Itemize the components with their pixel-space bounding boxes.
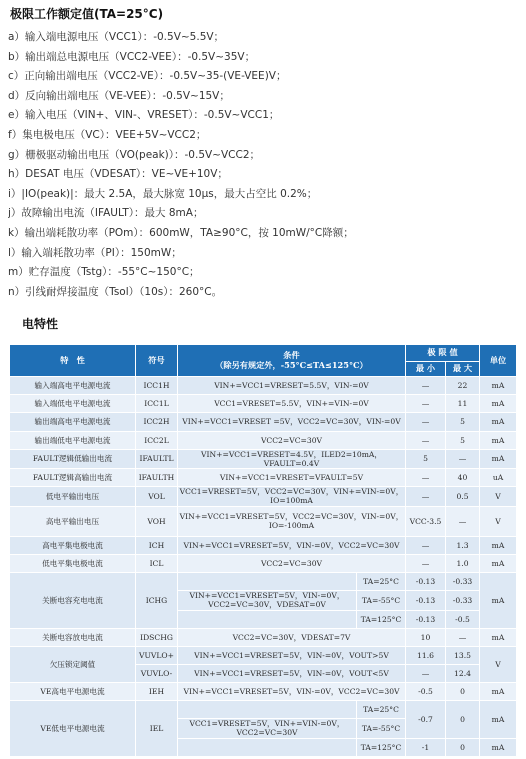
param-min: — (406, 664, 446, 682)
param-unit: uA (480, 469, 517, 487)
rating-item: m）贮存温度（Tstg）：-55°C~150°C； (8, 266, 200, 279)
param-unit: V (480, 487, 517, 506)
param-name: VE低电平电源电流 (10, 701, 136, 757)
header-max: 最 大 (446, 362, 480, 377)
param-min: -0.13 (406, 573, 446, 591)
param-min: — (406, 487, 446, 506)
param-max: -0.33 (446, 573, 480, 591)
param-condition: VIN+=VCC1=VRESET=5V，VIN-=0V，VOUT<5V (178, 664, 406, 682)
param-name: 低电平输出电压 (10, 487, 136, 506)
param-condition-split (178, 719, 406, 738)
rating-item: d）反向输出端电压（VE-VEE）：-0.5V~15V； (8, 89, 230, 102)
param-min: 11.6 (406, 646, 446, 664)
param-symbol: ICL (136, 554, 178, 572)
param-min: — (406, 431, 446, 449)
param-unit: mA (480, 377, 517, 395)
param-min: -1 (406, 738, 446, 756)
rating-item: k）输出端耗散功率（POm）：600mW，TA≥90°C，按 10mW/°C降额； (8, 226, 354, 239)
param-unit: mA (480, 701, 517, 738)
param-symbol: VOL (136, 487, 178, 506)
param-name: 输入端低电平电源电流 (10, 395, 136, 413)
param-max: 40 (446, 469, 480, 487)
param-max: -0.5 (446, 610, 480, 628)
param-condition: VIN+=VCC1=VRESET=4.5V，ILED2=10mA，VFAULT=0.4V (178, 449, 406, 468)
param-name: 低电平集电极电流 (10, 554, 136, 572)
param-symbol: IEH (136, 683, 178, 701)
param-condition: VIN+=VCC1=VRESET=5V，VIN-=0V，VOUT>5V (178, 646, 406, 664)
param-min: 5 (406, 449, 446, 468)
param-max: 0 (446, 683, 480, 701)
param-symbol: IEL (136, 701, 178, 757)
param-max: — (446, 628, 480, 646)
param-unit: mA (480, 536, 517, 554)
header-param: 特 性 (10, 345, 136, 377)
header-limits: 极 限 值 (406, 345, 480, 362)
param-name: VE高电平电源电流 (10, 683, 136, 701)
param-condition (178, 611, 356, 628)
param-max: 1.0 (446, 554, 480, 572)
rating-item: a）输入端电源电压（VCC1）：-0.5V~5.5V； (8, 31, 225, 43)
param-min: — (406, 469, 446, 487)
param-unit: mA (480, 738, 517, 756)
param-name: 关断电容充电电流 (10, 573, 136, 629)
temp-condition: TA=25°C (356, 701, 405, 718)
param-condition: VIN+=VCC1=VRESET=5V，VIN-=0V，VCC2=VC=30V (178, 536, 406, 554)
rating-item: j）故障输出电流（IFAULT）：最大 8mA； (8, 207, 204, 220)
param-condition: VCC1=VRESET=5V，VIN+=VIN-=0V，VCC2=VC=30V (189, 719, 345, 738)
param-max: 1.3 (446, 536, 480, 554)
param-max: -0.33 (446, 591, 480, 610)
param-min: -0.5 (406, 683, 446, 701)
param-condition-split (178, 738, 406, 756)
param-condition-split (178, 701, 406, 719)
param-unit: mA (480, 395, 517, 413)
param-condition: VCC2=VC=30V (178, 431, 406, 449)
param-max: 5 (446, 413, 480, 431)
param-min: -0.13 (406, 610, 446, 628)
param-name: 输出端低电平电源电流 (10, 431, 136, 449)
param-condition: VIN+=VCC1=VRESET=5.5V，VIN-=0V (178, 377, 406, 395)
header-condition-label: 条件 (283, 349, 300, 360)
header-unit: 单位 (480, 345, 517, 377)
header-condition-note: （除另有规定外，-55°C≤TA≤125°C） (215, 359, 368, 370)
temp-condition: TA=-55°C (356, 591, 405, 609)
param-condition: VCC2=VC=30V (178, 554, 406, 572)
rating-item: f）集电极电压（VC）：VEE+5V~VCC2； (8, 128, 207, 141)
param-min: -0.13 (406, 591, 446, 610)
temp-condition: TA=25°C (356, 573, 405, 590)
param-symbol: VOH (136, 506, 178, 536)
param-condition: VIN+=VCC1=VRESET =5V，VCC2=VC=30V，VIN-=0V (178, 413, 406, 431)
param-name: FAULT逻辑低输出电流 (10, 449, 136, 468)
ratings-list (8, 28, 520, 302)
param-name: FAULT逻辑高输出电流 (10, 469, 136, 487)
param-unit: mA (480, 628, 517, 646)
param-condition: VCC1=VRESET=5V，VCC2=VC=30V，VIN+=VIN-=0V，IO=100mA (178, 487, 406, 506)
param-condition (178, 739, 356, 756)
param-unit: mA (480, 554, 517, 572)
rating-item: c）正向输出端电压（VCC2-VE）：-0.5V~35-(VE-VEE)V； (8, 70, 287, 83)
param-min: — (406, 536, 446, 554)
param-min: — (406, 395, 446, 413)
rating-item: l）输入端耗散功率（PI）：150mW； (8, 246, 182, 259)
param-unit: mA (480, 431, 517, 449)
param-name: 欠压锁定阈值 (10, 646, 136, 682)
param-unit: V (480, 506, 517, 536)
param-symbol: VUVLO+ (136, 646, 178, 664)
param-symbol: ICC2L (136, 431, 178, 449)
param-condition-split (178, 573, 406, 591)
param-name: 高电平输出电压 (10, 506, 136, 536)
param-unit: mA (480, 449, 517, 468)
param-min: — (406, 554, 446, 572)
param-max: 12.4 (446, 664, 480, 682)
param-unit: mA (480, 413, 517, 431)
param-condition: VIN+=VCC1=VRESET=VFAULT=5V (178, 469, 406, 487)
param-max: — (446, 449, 480, 468)
rating-item: i）|IO(peak)|：最大 2.5A，最大脉宽 10μs，最大占空比 0.2%； (8, 187, 318, 200)
param-min: VCC-3.5 (406, 506, 446, 536)
elec-title: 电特性 (22, 317, 59, 331)
param-condition (178, 573, 356, 590)
param-condition-split (178, 591, 406, 610)
param-name: 输出端高电平电源电流 (10, 413, 136, 431)
rating-item: n）引线耐焊接温度（Tsol）（10s）：260°C。 (8, 285, 223, 298)
param-symbol: IFAULTL (136, 449, 178, 468)
param-max: — (446, 506, 480, 536)
param-max: 0 (446, 738, 480, 756)
param-symbol: ICC2H (136, 413, 178, 431)
param-unit: mA (480, 573, 517, 629)
param-condition: VIN+=VCC1=VRESET=5V，VIN-=0V，VCC2=VC=30V (178, 683, 406, 701)
param-symbol: ICC1H (136, 377, 178, 395)
temp-condition: TA=125°C (356, 611, 405, 628)
param-symbol: IDSCHG (136, 628, 178, 646)
param-max: 22 (446, 377, 480, 395)
param-condition: VCC1=VRESET=5.5V，VIN+=VIN-=0V (178, 395, 406, 413)
param-condition: VCC2=VC=30V，VDESAT=7V (178, 628, 406, 646)
param-condition-split (178, 610, 406, 628)
param-symbol: ICH (136, 536, 178, 554)
param-min: — (406, 413, 446, 431)
param-min: -0.7 (406, 701, 446, 738)
param-unit: V (480, 646, 517, 682)
param-max: 11 (446, 395, 480, 413)
param-name: 高电平集电极电流 (10, 536, 136, 554)
param-max: 0.5 (446, 487, 480, 506)
param-symbol: ICC1L (136, 395, 178, 413)
param-condition: VIN+=VCC1=VRESET=5V，VCC2=VC=30V，VIN-=0V，IO=-100mA (178, 506, 406, 536)
temp-condition: TA=125°C (356, 739, 405, 756)
param-symbol: VUVLO- (136, 664, 178, 682)
param-symbol: IFAULTH (136, 469, 178, 487)
param-max: 0 (446, 701, 480, 738)
param-max: 13.5 (446, 646, 480, 664)
param-min: 10 (406, 628, 446, 646)
header-condition (178, 345, 406, 377)
temp-condition: TA=-55°C (356, 719, 405, 737)
rating-item: g）栅极驱动输出电压（VO(peak)）：-0.5V~VCC2； (8, 148, 261, 161)
header-symbol: 符号 (136, 345, 178, 377)
param-unit: mA (480, 683, 517, 701)
rating-item: b）输出端总电源电压（VCC2-VEE）：-0.5V~35V； (8, 50, 256, 63)
param-condition: VIN+=VCC1=VRESET=5V，VIN-=0V，VCC2=VC=30V，VDESAT=0V (189, 591, 345, 610)
param-symbol: ICHG (136, 573, 178, 629)
rating-item: h）DESAT 电压（VDESAT）：VE~VE+10V； (8, 168, 228, 181)
electrical-characteristics-table (9, 344, 517, 757)
rating-item: e）输入电压（VIN+、VIN-、VRESET）：-0.5V~VCC1； (8, 109, 280, 122)
header-min: 最 小 (406, 362, 446, 377)
param-name: 输入端高电平电源电流 (10, 377, 136, 395)
param-min: — (406, 377, 446, 395)
param-condition (178, 701, 356, 718)
param-max: 5 (446, 431, 480, 449)
ratings-title: 极限工作额定值(TA=25°C) (10, 7, 164, 21)
param-name: 关断电容放电电流 (10, 628, 136, 646)
